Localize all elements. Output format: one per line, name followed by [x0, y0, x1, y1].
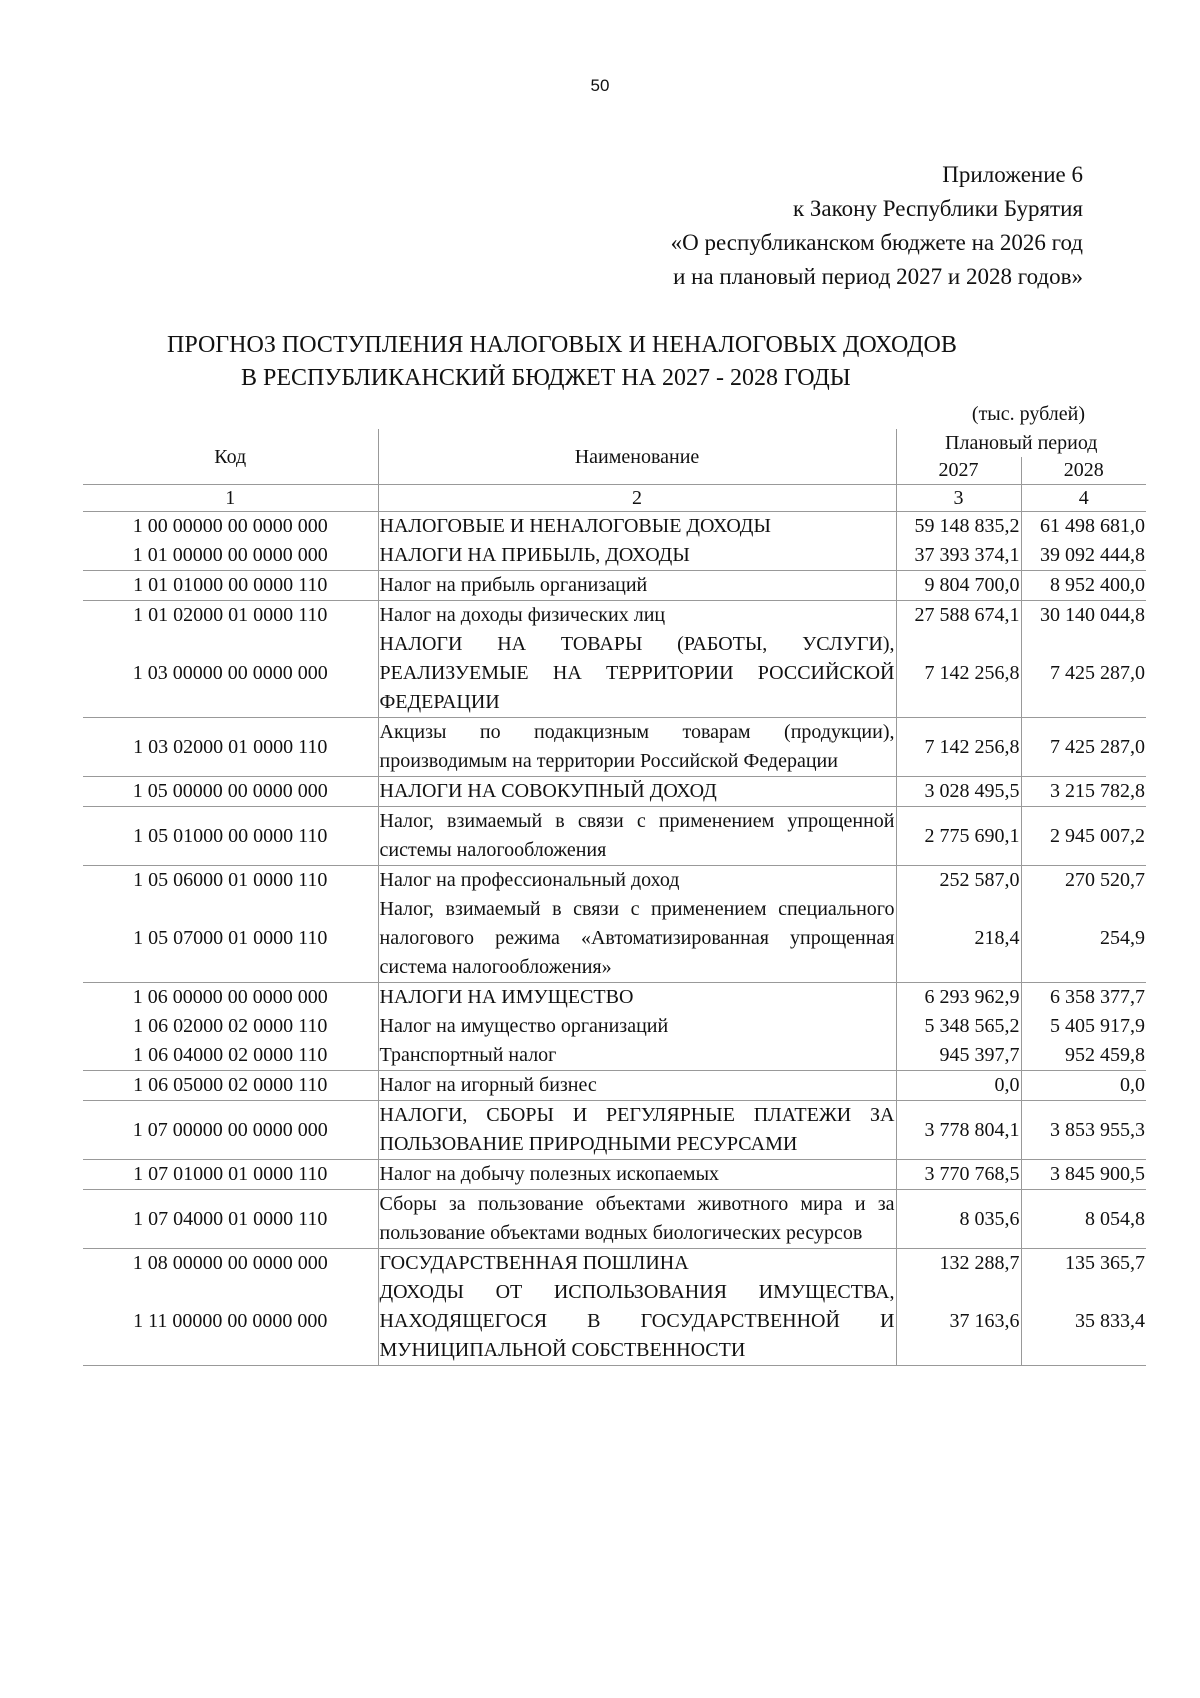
row-name: Транспортный налог: [378, 1041, 896, 1071]
document-title: [0, 329, 1200, 395]
row-value-2028: 8 952 400,0: [1021, 571, 1146, 601]
appendix-line: к Закону Республики Бурятия: [792, 196, 1083, 221]
column-number: 3: [896, 485, 1021, 512]
row-code: 1 06 04000 02 0000 110: [133, 1044, 328, 1066]
row-name: ДОХОДЫ ОТ ИСПОЛЬЗОВАНИЯ ИМУЩЕСТВА, НАХОДЯЩЕГОСЯ В ГОСУДАРСТВЕННОЙ И МУНИЦИПАЛЬНОЙ СОБСТВЕННОСТИ: [378, 1278, 896, 1366]
row-value-2028: 35 833,4: [1021, 1278, 1146, 1366]
row-value-2028: 952 459,8: [1021, 1041, 1146, 1071]
row-code: 1 07 00000 00 0000 000: [83, 1101, 378, 1160]
row-name: Акцизы по подакцизным товарам (продукции), производимым на территории Российской Федерации: [378, 718, 896, 777]
title-line: В РЕСПУБЛИКАНСКИЙ БЮДЖЕТ НА 2027 - 2028 ГОДЫ: [241, 365, 851, 391]
row-name: НАЛОГИ НА СОВОКУПНЫЙ ДОХОД: [378, 777, 896, 807]
row-name: Налог на доходы физических лиц: [378, 601, 896, 631]
table-row: [83, 866, 1146, 896]
row-code: 1 05 00000 00 0000 000: [83, 777, 378, 807]
header-year-2027: 2027: [896, 457, 1021, 485]
table-row: [83, 541, 1146, 571]
header-planned-period: Плановый период: [896, 429, 1146, 457]
row-value-2027: 2 775 690,1: [896, 807, 1021, 866]
table-row: [83, 1071, 1146, 1101]
table-row: [83, 512, 1146, 542]
table-row: [83, 1012, 1146, 1041]
row-name: Налог на профессиональный доход: [378, 866, 896, 896]
row-value-2027: 7 142 256,8: [896, 630, 1021, 718]
row-value-2028: 39 092 444,8: [1021, 541, 1146, 571]
row-code: 1 08 00000 00 0000 000: [83, 1249, 378, 1279]
row-code: 1 03 00000 00 0000 000: [132, 662, 328, 684]
row-code: 1 05 06000 01 0000 110: [83, 866, 378, 896]
row-value-2027: 9 804 700,0: [896, 571, 1021, 601]
row-value-2027: 945 397,7: [896, 1041, 1021, 1071]
revenue-forecast-table: [83, 429, 1146, 1366]
table-row: [83, 895, 1146, 983]
units-label: (тыс. рублей): [971, 403, 1085, 425]
header-code: Код: [214, 445, 247, 468]
row-value-2027: 0,0: [896, 1071, 1021, 1101]
row-code: 1 00 00000 00 0000 000: [132, 515, 328, 537]
row-value-2027: 7 142 256,8: [896, 718, 1021, 777]
row-value-2028: 3 853 955,3: [1021, 1101, 1146, 1160]
row-value-2027: 27 588 674,1: [896, 601, 1021, 631]
appendix-line: и на плановый период 2027 и 2028 годов»: [673, 264, 1083, 289]
title-line: ПРОГНОЗ ПОСТУПЛЕНИЯ НАЛОГОВЫХ И НЕНАЛОГОВЫХ ДОХОДОВ: [167, 332, 957, 358]
table-row: [83, 1190, 1146, 1249]
row-name: ГОСУДАРСТВЕННАЯ ПОШЛИНА: [378, 1249, 896, 1279]
row-value-2028: 3 215 782,8: [1021, 777, 1146, 807]
row-value-2027: 37 163,6: [896, 1278, 1021, 1366]
row-value-2028: 3 845 900,5: [1021, 1160, 1146, 1190]
row-name: Налог, взимаемый в связи с применением упрощенной системы налогообложения: [378, 807, 896, 866]
row-value-2028: 7 425 287,0: [1021, 718, 1146, 777]
row-name: Налог на игорный бизнес: [378, 1071, 896, 1101]
row-name: НАЛОГИ НА ПРИБЫЛЬ, ДОХОДЫ: [378, 541, 896, 571]
table-row: [83, 630, 1146, 718]
row-name: Налог на имущество организаций: [378, 1012, 896, 1041]
row-code: 1 06 02000 02 0000 110: [133, 1015, 328, 1037]
row-name: НАЛОГИ, СБОРЫ И РЕГУЛЯРНЫЕ ПЛАТЕЖИ ЗА ПОЛЬЗОВАНИЕ ПРИРОДНЫМИ РЕСУРСАМИ: [378, 1101, 896, 1160]
row-name: НАЛОГОВЫЕ И НЕНАЛОГОВЫЕ ДОХОДЫ: [378, 512, 896, 542]
column-number: 2: [378, 485, 896, 512]
header-name: Наименование: [378, 429, 896, 485]
row-value-2027: 252 587,0: [896, 866, 1021, 896]
column-number: 4: [1021, 485, 1146, 512]
row-value-2028: 270 520,7: [1021, 866, 1146, 896]
table-row: [83, 601, 1146, 631]
row-value-2028: 7 425 287,0: [1021, 630, 1146, 718]
table-row: [83, 777, 1146, 807]
row-name: НАЛОГИ НА ТОВАРЫ (РАБОТЫ, УСЛУГИ), РЕАЛИЗУЕМЫЕ НА ТЕРРИТОРИИ РОССИЙСКОЙ ФЕДЕРАЦИИ: [378, 630, 896, 718]
table-row: [83, 983, 1146, 1013]
row-value-2028: 61 498 681,0: [1021, 512, 1146, 542]
row-name: Налог на прибыль организаций: [378, 571, 896, 601]
row-name: НАЛОГИ НА ИМУЩЕСТВО: [378, 983, 896, 1013]
row-code: 1 07 01000 01 0000 110: [83, 1160, 378, 1190]
table-row: [83, 1160, 1146, 1190]
row-code: 1 05 01000 00 0000 110: [83, 807, 378, 866]
row-name: Налог на добычу полезных ископаемых: [378, 1160, 896, 1190]
row-value-2027: 5 348 565,2: [896, 1012, 1021, 1041]
table-row: [83, 1278, 1146, 1366]
column-number: 1: [83, 485, 378, 512]
appendix-header: [671, 158, 1083, 294]
table-row: [83, 718, 1146, 777]
appendix-line: Приложение 6: [942, 162, 1083, 187]
table-row: [83, 1249, 1146, 1279]
row-value-2028: 5 405 917,9: [1021, 1012, 1146, 1041]
row-value-2027: 3 770 768,5: [896, 1160, 1021, 1190]
table-row: [83, 1041, 1146, 1071]
row-value-2028: 30 140 044,8: [1021, 601, 1146, 631]
row-name: Налог, взимаемый в связи с применением специального налогового режима «Автоматизированная упрощенная система налогообложения»: [378, 895, 896, 983]
row-value-2027: 218,4: [896, 895, 1021, 983]
row-name: Сборы за пользование объектами животного мира и за пользование объектами водных биологических ресурсов: [378, 1190, 896, 1249]
row-value-2028: 254,9: [1021, 895, 1146, 983]
row-code: 1 03 02000 01 0000 110: [83, 718, 378, 777]
page-number: 50: [590, 76, 610, 95]
row-value-2027: 6 293 962,9: [896, 983, 1021, 1013]
row-value-2028: 6 358 377,7: [1021, 983, 1146, 1013]
row-code: 1 05 07000 01 0000 110: [133, 927, 328, 949]
row-value-2028: 2 945 007,2: [1021, 807, 1146, 866]
table-row: [83, 1101, 1146, 1160]
row-value-2028: 8 054,8: [1021, 1190, 1146, 1249]
row-value-2028: 0,0: [1021, 1071, 1146, 1101]
table-row: [83, 571, 1146, 601]
row-value-2027: 59 148 835,2: [896, 512, 1021, 542]
appendix-line: «О республиканском бюджете на 2026 год: [670, 230, 1083, 255]
row-value-2027: 3 028 495,5: [896, 777, 1021, 807]
header-year-2028: 2028: [1021, 457, 1146, 485]
row-code: 1 01 00000 00 0000 000: [132, 544, 328, 566]
row-code: 1 11 00000 00 0000 000: [83, 1278, 378, 1366]
row-code: 1 07 04000 01 0000 110: [83, 1190, 378, 1249]
row-value-2027: 37 393 374,1: [896, 541, 1021, 571]
row-value-2027: 8 035,6: [896, 1190, 1021, 1249]
row-code: 1 06 05000 02 0000 110: [83, 1071, 378, 1101]
row-value-2027: 132 288,7: [896, 1249, 1021, 1279]
row-value-2028: 135 365,7: [1021, 1249, 1146, 1279]
row-code: 1 01 01000 00 0000 110: [83, 571, 378, 601]
row-value-2027: 3 778 804,1: [896, 1101, 1021, 1160]
row-code: 1 01 02000 01 0000 110: [83, 601, 378, 631]
row-code: 1 06 00000 00 0000 000: [83, 983, 378, 1013]
table-row: [83, 807, 1146, 866]
